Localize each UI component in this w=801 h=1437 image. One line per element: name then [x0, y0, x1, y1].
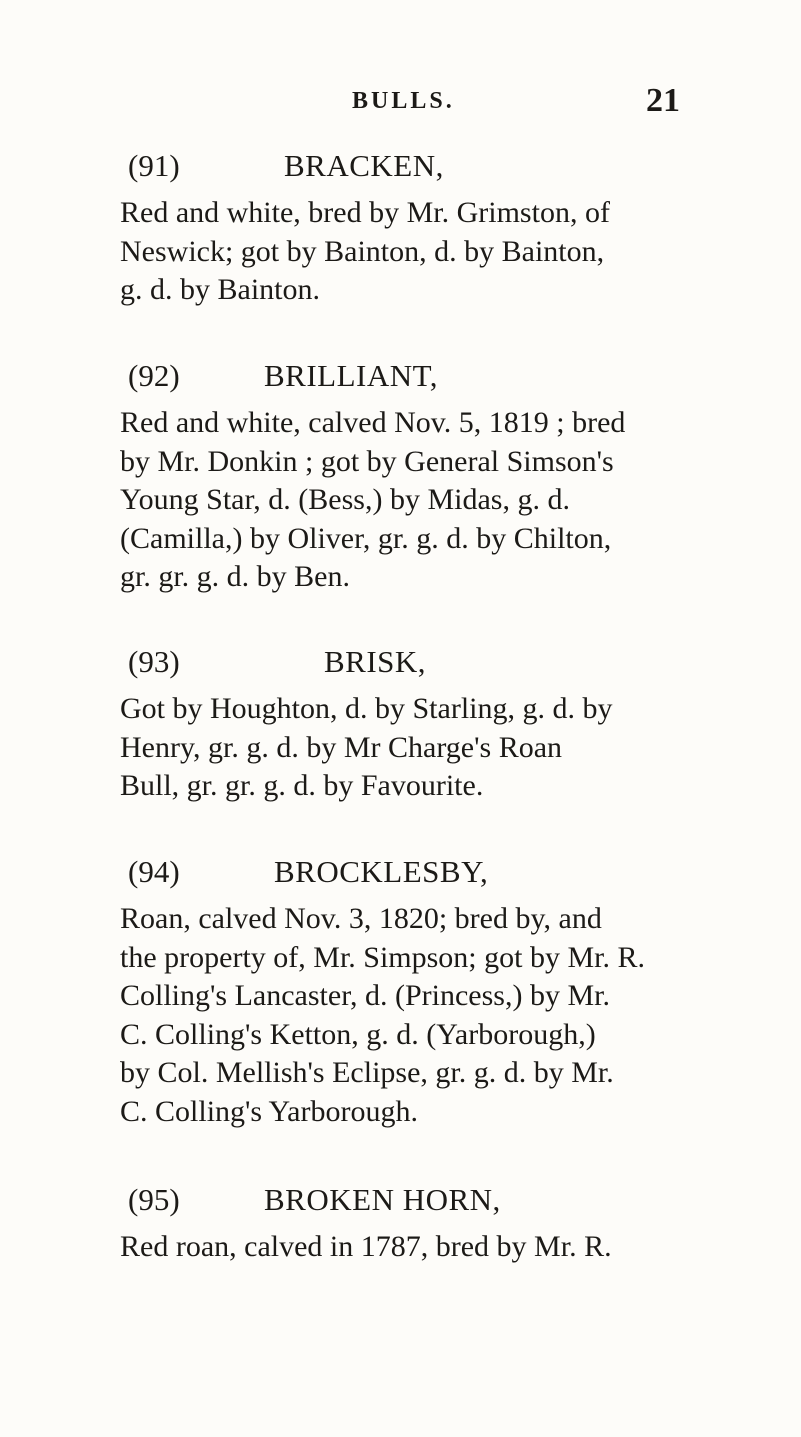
running-head [0, 82, 801, 128]
entry-number: (93) [128, 644, 180, 679]
text-line: the property of, Mr. Simpson; got by Mr. R. [120, 940, 645, 974]
entry-description [120, 194, 720, 310]
entry-heading [124, 854, 720, 900]
page-number: 21 [646, 82, 680, 119]
text-line: Neswick; got by Bainton, d. by Bainton, [120, 234, 605, 268]
text-line: Bull, gr. gr. g. d. by Favourite. [120, 769, 484, 802]
entry-number: (95) [128, 1182, 180, 1217]
entry-heading [124, 358, 720, 404]
entry-number: (92) [128, 358, 180, 393]
text-line: Young Star, d. (Bess,) by Midas, g. d. [120, 483, 570, 516]
text-line: C. Colling's Ketton, g. d. (Yarborough,) [120, 1017, 596, 1051]
entry-description [120, 690, 720, 806]
entry-name: BROKEN HORN, [264, 1182, 501, 1217]
text-line: by Mr. Donkin ; got by General Simson's [120, 444, 614, 478]
entry-name: BRILLIANT, [264, 358, 439, 393]
entry-heading [124, 148, 720, 194]
entry-95 [120, 1182, 720, 1267]
text-line: Red and white, bred by Mr. Grimston, of [120, 196, 610, 229]
text-line: Henry, gr. g. d. by Mr Charge's Roan [120, 730, 563, 764]
entry-name: BROCKLESBY, [274, 854, 489, 889]
entry-name: BRISK, [324, 644, 427, 679]
text-line: by Col. Mellish's Eclipse, gr. g. d. by Mr. [120, 1056, 614, 1089]
text-line: Red and white, calved Nov. 5, 1819 ; bred [120, 406, 626, 439]
entry-description [120, 1228, 720, 1267]
text-line: Red roan, calved in 1787, bred by Mr. R. [120, 1230, 612, 1263]
entry-description [120, 404, 720, 597]
text-line: Colling's Lancaster, d. (Princess,) by Mr. [120, 979, 610, 1012]
entry-name: BRACKEN, [284, 148, 444, 183]
entry-heading [124, 1182, 720, 1228]
entry-description [120, 900, 720, 1131]
text-line: Roan, calved Nov. 3, 1820; bred by, and [120, 902, 602, 935]
text-line: g. d. by Bainton. [120, 273, 320, 306]
text-line: gr. gr. g. d. by Ben. [120, 560, 350, 593]
text-line: (Camilla,) by Oliver, gr. g. d. by Chilton, [120, 521, 612, 555]
running-title: BULLS. [352, 88, 455, 114]
entry-number: (94) [128, 854, 180, 889]
entry-heading [124, 644, 720, 690]
text-line: C. Colling's Yarborough. [120, 1094, 418, 1128]
entry-92 [120, 358, 720, 597]
entry-94 [120, 854, 720, 1131]
entry-number: (91) [128, 148, 180, 183]
text-line: Got by Houghton, d. by Starling, g. d. by [120, 692, 613, 725]
entry-91 [120, 148, 720, 310]
entry-93 [120, 644, 720, 806]
